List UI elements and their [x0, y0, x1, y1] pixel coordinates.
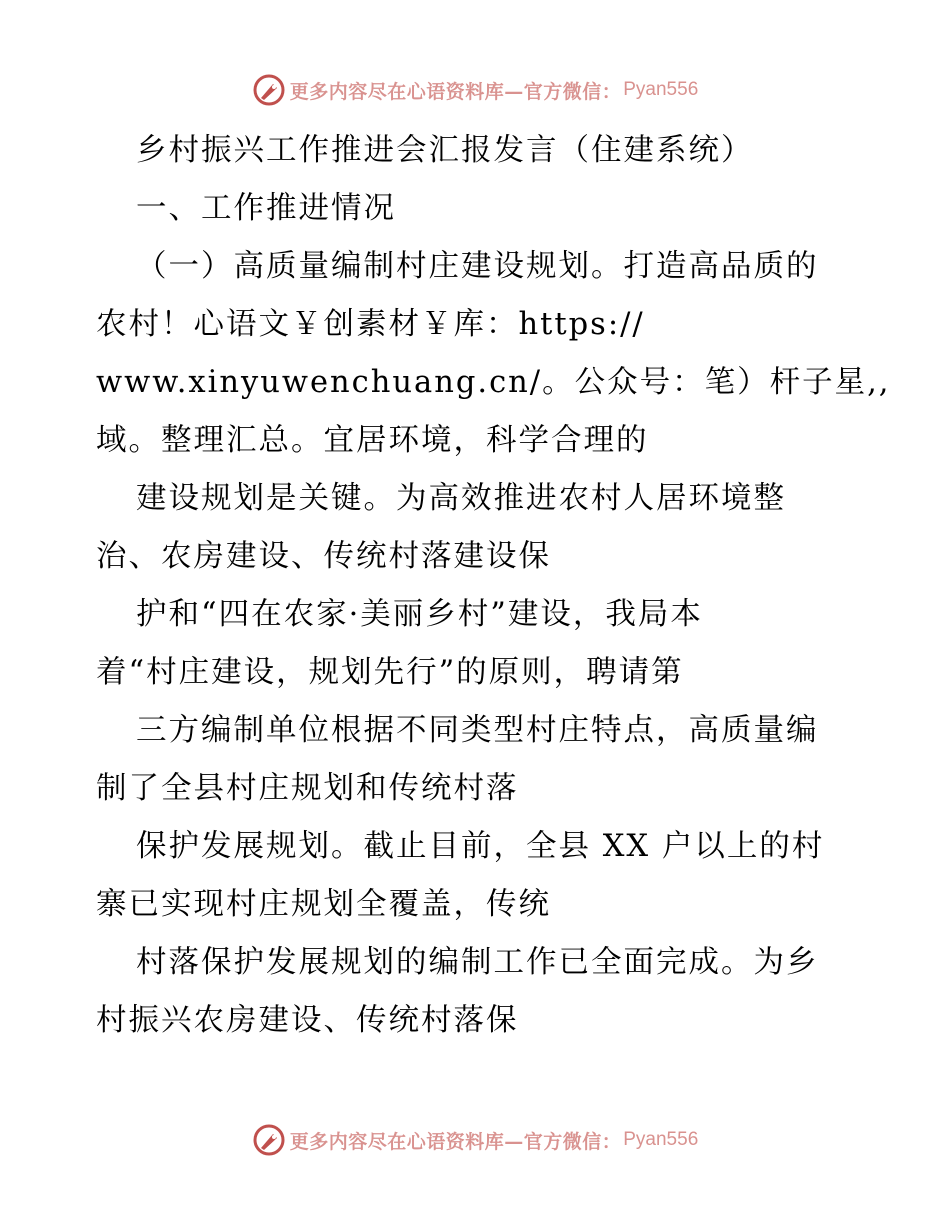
paragraph-line: 村振兴农房建设、传统村落保 — [96, 1003, 519, 1038]
paragraph-line: 保护发展规划。截止目前，全县 XX 户以上的村 — [136, 829, 825, 864]
document-body — [96, 122, 891, 1050]
paragraph-line: 制了全县村庄规划和传统村落 — [96, 771, 519, 806]
paragraph-line: 建设规划是关键。为高效推进农村人居环境整 — [136, 481, 786, 516]
pen-nib-logo-icon — [252, 73, 286, 107]
section-heading: 一、工作推进情况 — [136, 191, 396, 226]
paragraph-line: 村落保护发展规划的编制工作已全面完成。为乡 — [136, 945, 819, 980]
paragraph-line: 域。整理汇总。宜居环境，科学合理的 — [96, 423, 649, 458]
paragraph-line: （一）高质量编制村庄建设规划。打造高品质的 — [136, 249, 819, 284]
document-title: 乡村振兴工作推进会汇报发言（住建系统） — [136, 133, 754, 168]
paragraph-line: 着“村庄建设，规划先行”的原则，聘请第 — [96, 655, 684, 690]
paragraph-line: www.xinyuwenchuang.cn/。公众号：笔）杆子星,, — [96, 365, 891, 400]
watermark-wechat-id: Pyan556 — [623, 1129, 699, 1150]
watermark-wechat-id: Pyan556 — [623, 79, 699, 100]
watermark-text: 更多内容尽在心语资料库—官方微信： — [289, 80, 622, 103]
header-watermark — [0, 70, 950, 110]
paragraph-line: 护和“四在农家·美丽乡村”建设，我局本 — [136, 597, 703, 632]
paragraph-line: 三方编制单位根据不同类型村庄特点，高质量编 — [136, 713, 819, 748]
paragraph-line: 农村！心语文￥创素材￥库：https:// — [96, 307, 645, 342]
watermark-text: 更多内容尽在心语资料库—官方微信： — [289, 1130, 622, 1153]
pen-nib-logo-icon — [252, 1123, 286, 1157]
paragraph-line: 寨已实现村庄规划全覆盖，传统 — [96, 887, 551, 922]
paragraph-line: 治、农房建设、传统村落建设保 — [96, 539, 551, 574]
footer-watermark — [0, 1120, 950, 1160]
